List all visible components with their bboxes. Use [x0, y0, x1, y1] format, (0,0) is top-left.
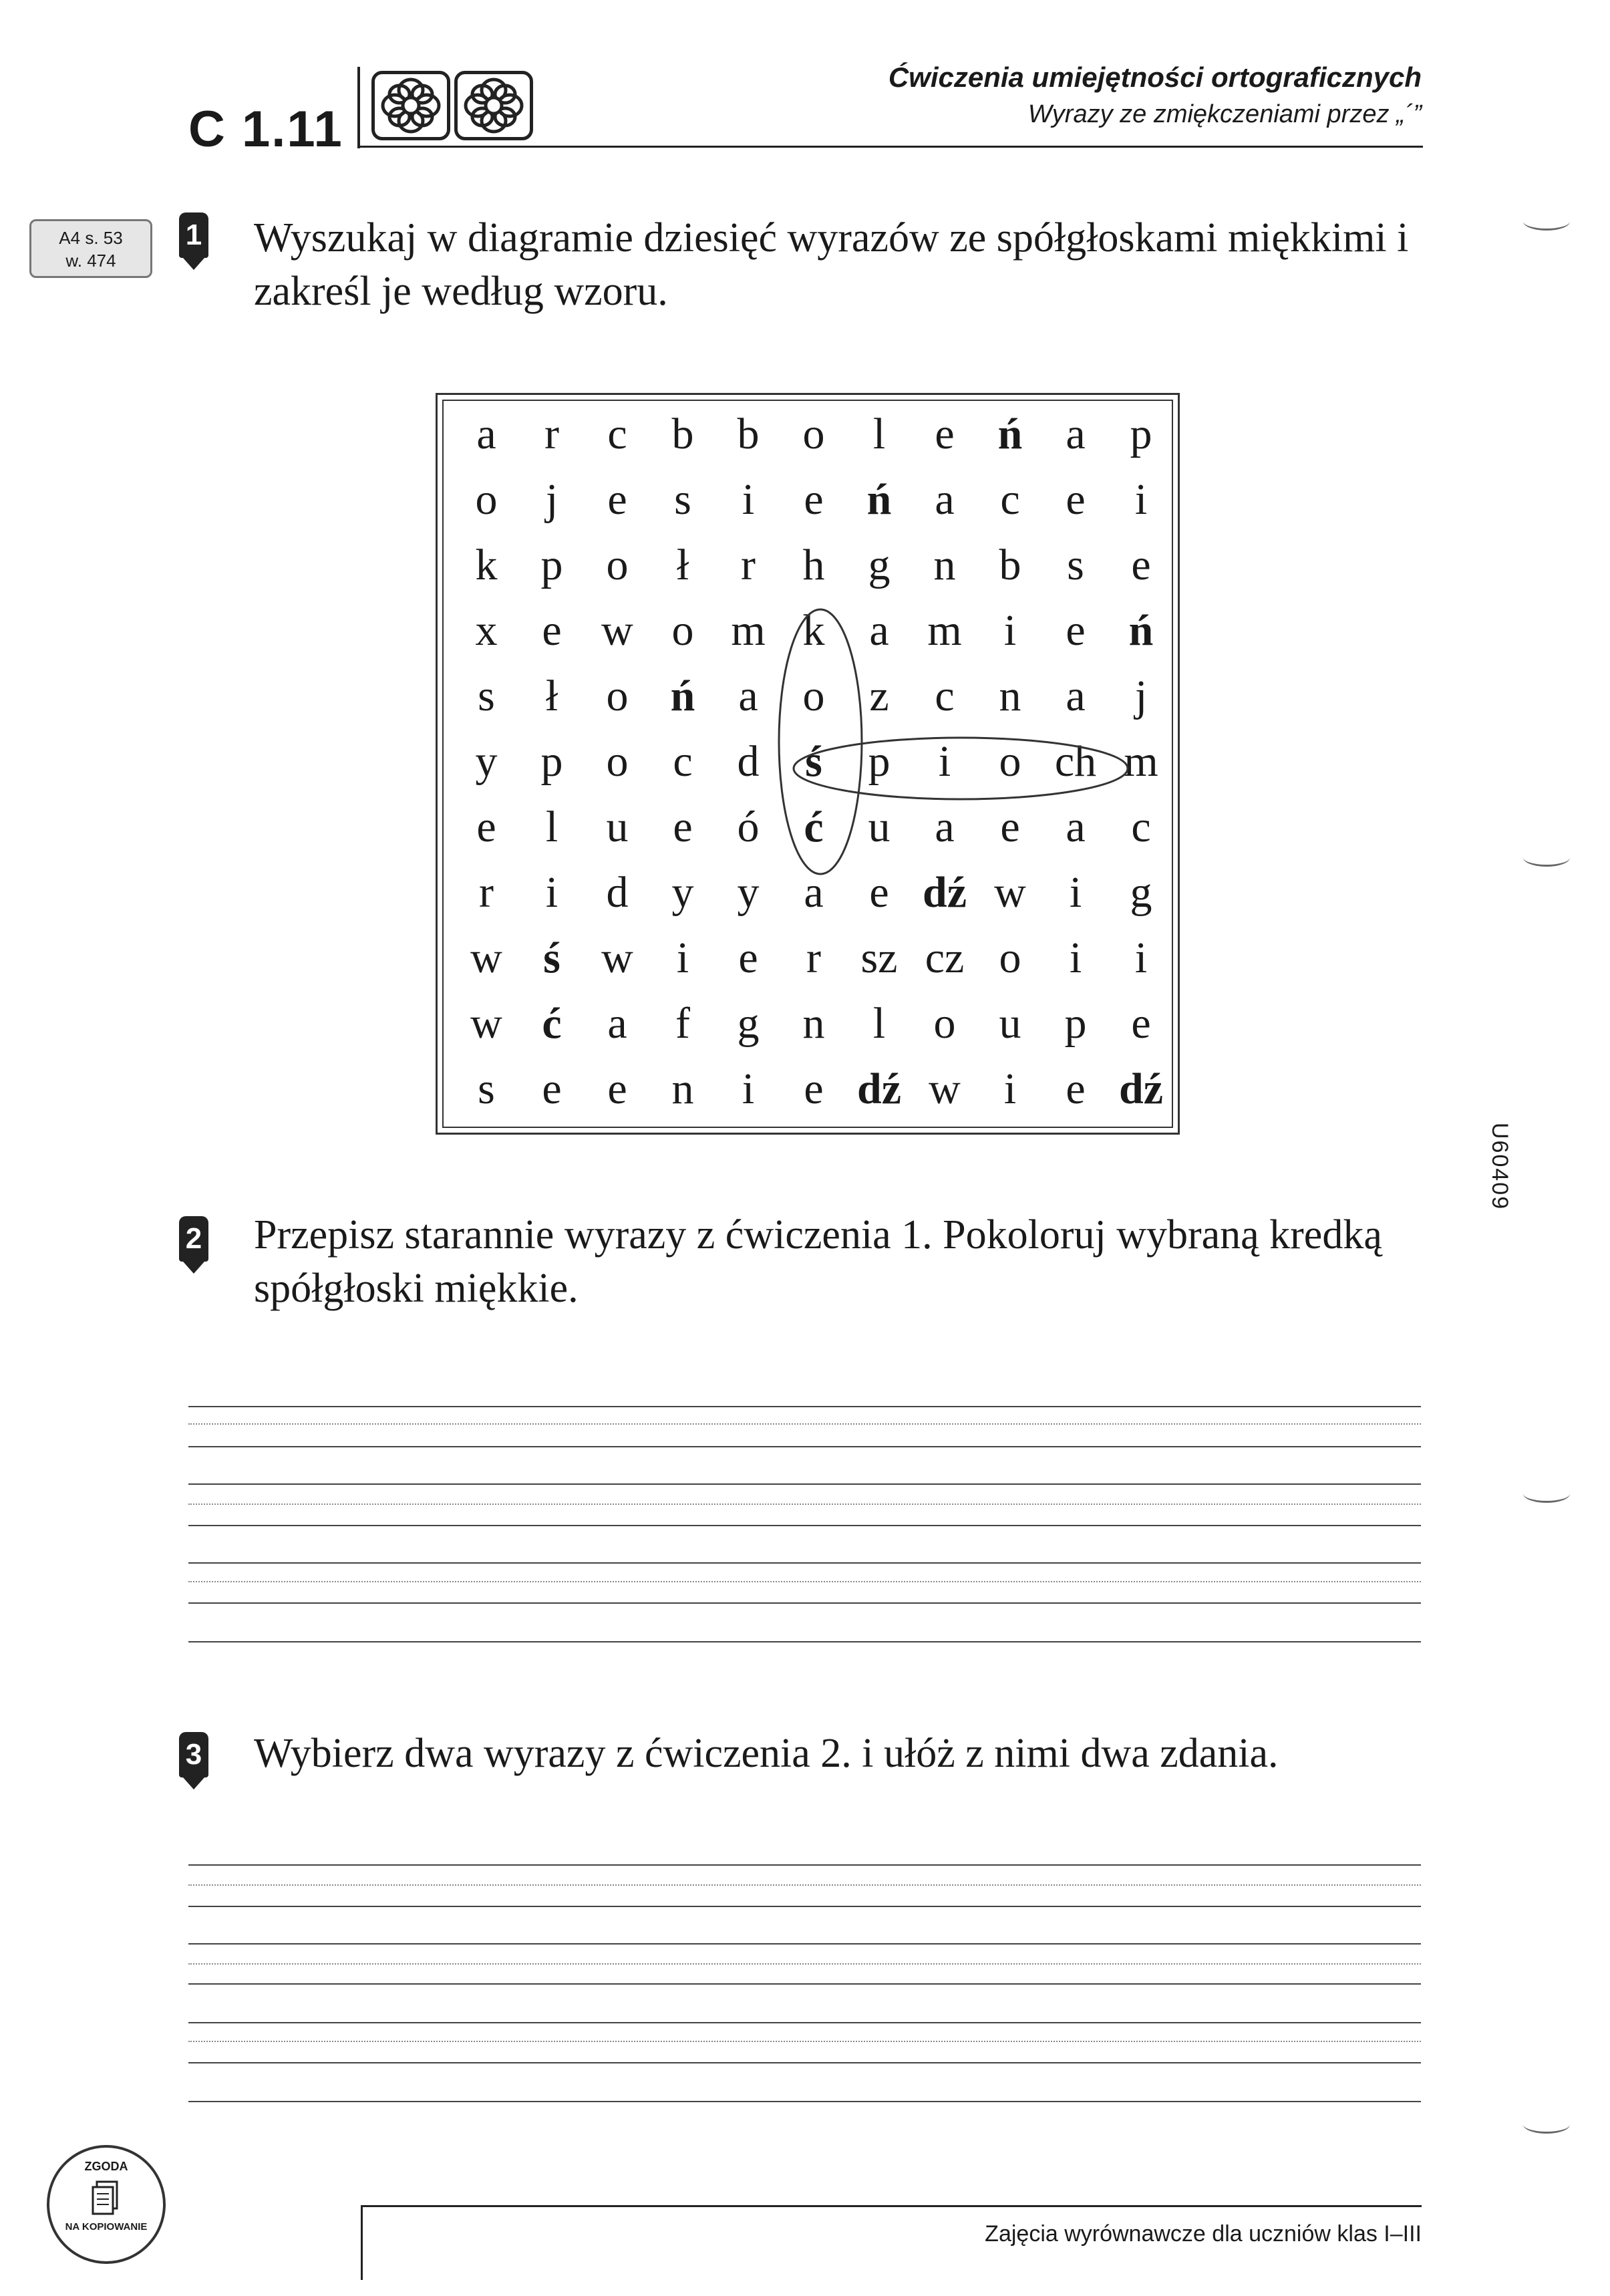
- grid-cell[interactable]: a: [1066, 672, 1086, 720]
- grid-cell[interactable]: e: [542, 606, 562, 655]
- grid-cell[interactable]: i: [1069, 868, 1082, 917]
- grid-cell[interactable]: o: [606, 672, 629, 720]
- writing-line[interactable]: [188, 1446, 1421, 1447]
- task-3-badge: 3: [179, 1732, 208, 1777]
- grid-cell[interactable]: m: [731, 606, 766, 655]
- grid-cell[interactable]: n: [999, 672, 1021, 720]
- grid-cell[interactable]: c: [935, 672, 955, 720]
- writing-guide-line: [188, 1581, 1421, 1582]
- grid-cell[interactable]: o: [933, 999, 956, 1048]
- grid-cell[interactable]: ś: [805, 737, 822, 786]
- grid-cell[interactable]: b: [671, 410, 694, 458]
- grid-cell[interactable]: e: [542, 1064, 562, 1113]
- grid-cell[interactable]: a: [1066, 803, 1086, 851]
- grid-cell[interactable]: w: [929, 1064, 961, 1113]
- circle-spioch: [794, 738, 1128, 799]
- grid-cell[interactable]: ć: [804, 803, 824, 851]
- grid-cell[interactable]: dź: [857, 1064, 901, 1113]
- grid-cell[interactable]: k: [802, 606, 825, 655]
- grid-cell[interactable]: n: [671, 1064, 694, 1113]
- task-2-instruction: Przepisz starannie wyrazy z ćwiczenia 1. Pokoloruj wybraną kredką spółgłoski miękkie.: [254, 1212, 1382, 1311]
- writing-line[interactable]: [188, 1864, 1421, 1866]
- grid-cell[interactable]: ń: [1128, 606, 1154, 655]
- grid-cell[interactable]: l: [872, 999, 886, 1048]
- grid-cell[interactable]: e: [1066, 606, 1086, 655]
- grid-cell[interactable]: i: [938, 737, 951, 786]
- grid-cell[interactable]: c: [1131, 803, 1151, 851]
- grid-cell[interactable]: p: [540, 541, 563, 589]
- grid-cell[interactable]: c: [1000, 475, 1020, 524]
- edge-mark: [1523, 1485, 1570, 1503]
- copy-permission-stamp: [47, 2145, 166, 2264]
- grid-cell[interactable]: g: [1130, 868, 1152, 917]
- writing-line[interactable]: [188, 1483, 1421, 1485]
- grid-cell[interactable]: e: [1066, 475, 1086, 524]
- worksheet-code: C 1.11: [188, 101, 343, 158]
- writing-line[interactable]: [188, 2062, 1421, 2063]
- grid-cell[interactable]: c: [673, 737, 693, 786]
- grid-cell[interactable]: s: [674, 475, 691, 524]
- grid-cell[interactable]: d: [606, 868, 629, 917]
- header-divider: [357, 67, 360, 148]
- grid-cell[interactable]: u: [999, 999, 1021, 1048]
- grid-cell[interactable]: e: [804, 1064, 824, 1113]
- grid-cell[interactable]: e: [673, 803, 693, 851]
- grid-cell[interactable]: a: [1066, 410, 1086, 458]
- grid-cell[interactable]: i: [1003, 1064, 1017, 1113]
- grid-cell[interactable]: o: [475, 475, 498, 524]
- grid-cell[interactable]: o: [802, 410, 825, 458]
- writing-line[interactable]: [188, 1406, 1421, 1407]
- grid-cell[interactable]: f: [675, 999, 690, 1048]
- grid-cell[interactable]: ch: [1054, 737, 1097, 786]
- grid-cell[interactable]: i: [1069, 934, 1082, 982]
- grid-cell[interactable]: s: [478, 1064, 495, 1113]
- grid-cell[interactable]: ć: [542, 999, 562, 1048]
- edge-mark: [1523, 2116, 1570, 2134]
- grid-cell[interactable]: o: [606, 737, 629, 786]
- grid-cell[interactable]: i: [742, 475, 755, 524]
- grid-cell[interactable]: w: [470, 934, 502, 982]
- header-rule: [357, 146, 1423, 148]
- grid-cell[interactable]: i: [742, 1064, 755, 1113]
- footer-text: Zajęcia wyrównawcze dla uczniów klas I–III: [985, 2221, 1422, 2247]
- writing-line[interactable]: [188, 1602, 1421, 1604]
- grid-cell[interactable]: x: [475, 606, 498, 655]
- grid-cell[interactable]: w: [994, 868, 1026, 917]
- grid-cell[interactable]: e: [1131, 999, 1151, 1048]
- grid-cell[interactable]: m: [1124, 737, 1158, 786]
- grid-cell[interactable]: o: [606, 541, 629, 589]
- grid-cell[interactable]: a: [476, 410, 496, 458]
- copy-document-icon: [90, 2179, 122, 2216]
- grid-cell[interactable]: n: [933, 541, 956, 589]
- grid-cell[interactable]: a: [607, 999, 627, 1048]
- task-1-badge: 1: [179, 212, 208, 258]
- grid-cell[interactable]: e: [607, 1064, 627, 1113]
- grid-cell[interactable]: w: [470, 999, 502, 1048]
- grid-cell[interactable]: s: [478, 672, 495, 720]
- grid-cell[interactable]: a: [935, 803, 955, 851]
- writing-guide-line: [188, 1423, 1421, 1425]
- grid-cell[interactable]: ł: [545, 672, 558, 720]
- writing-guide-line: [188, 1503, 1421, 1505]
- grid-cell[interactable]: cz: [925, 934, 965, 982]
- grid-cell[interactable]: ń: [997, 410, 1023, 458]
- grid-cell[interactable]: l: [872, 410, 886, 458]
- grid-cell[interactable]: p: [1064, 999, 1087, 1048]
- grid-cell[interactable]: b: [737, 410, 760, 458]
- grid-cell[interactable]: w: [601, 606, 633, 655]
- task-1-instruction: Wyszukaj w diagramie dziesięć wyrazów ze spółgłoskami miękkimi i zakreśl je według wzoru.: [254, 215, 1409, 314]
- task-3-instruction: Wybierz dwa wyrazy z ćwiczenia 2. i ułóż z nimi dwa zdania.: [254, 1731, 1279, 1776]
- difficulty-flower-icon: [454, 71, 533, 140]
- grid-cell[interactable]: o: [671, 606, 694, 655]
- header-subtitle: Wyrazy ze zmiękczeniami przez „´”: [1027, 100, 1422, 128]
- writing-line[interactable]: [188, 1525, 1421, 1526]
- grid-cell[interactable]: e: [869, 868, 889, 917]
- grid-cell[interactable]: i: [676, 934, 689, 982]
- difficulty-flower-icon: [371, 71, 450, 140]
- grid-cell[interactable]: dź: [923, 868, 967, 917]
- grid-cell[interactable]: a: [804, 868, 824, 917]
- writing-line[interactable]: [188, 1641, 1421, 1642]
- writing-line[interactable]: [188, 1906, 1421, 1907]
- grid-cell[interactable]: ń: [866, 475, 892, 524]
- grid-cell[interactable]: sz: [860, 934, 898, 982]
- grid-cell[interactable]: ś: [543, 934, 560, 982]
- grid-cell[interactable]: n: [802, 999, 825, 1048]
- grid-cell[interactable]: w: [601, 934, 633, 982]
- grid-cell[interactable]: i: [1134, 934, 1148, 982]
- grid-cell[interactable]: b: [999, 541, 1021, 589]
- grid-cell[interactable]: p: [1130, 410, 1152, 458]
- grid-cell[interactable]: o: [999, 934, 1021, 982]
- grid-cell[interactable]: ł: [676, 541, 689, 589]
- grid-cell[interactable]: a: [935, 475, 955, 524]
- stamp-bottom-text: NA KOPIOWANIE: [65, 2221, 148, 2233]
- side-code: U60409: [1487, 1123, 1512, 1211]
- task-2-badge: 2: [179, 1216, 208, 1262]
- grid-cell[interactable]: r: [544, 410, 559, 458]
- writing-line[interactable]: [188, 1562, 1421, 1564]
- writing-line[interactable]: [188, 2101, 1421, 2102]
- grid-cell[interactable]: p: [868, 737, 891, 786]
- grid-cell[interactable]: r: [806, 934, 821, 982]
- grid-cell[interactable]: k: [475, 541, 498, 589]
- grid-cell[interactable]: ó: [737, 803, 760, 851]
- header-title: Ćwiczenia umiejętności ortograficznych: [888, 61, 1422, 93]
- grid-cell[interactable]: u: [606, 803, 629, 851]
- writing-line[interactable]: [188, 2022, 1421, 2023]
- writing-line[interactable]: [188, 1983, 1421, 1985]
- grid-cell[interactable]: h: [802, 541, 825, 589]
- grid-cell[interactable]: i: [1003, 606, 1017, 655]
- grid-cell[interactable]: e: [476, 803, 496, 851]
- circle-kosc: [779, 609, 862, 874]
- reference-tag-line2: w. 474: [65, 251, 116, 271]
- grid-cell[interactable]: u: [868, 803, 891, 851]
- edge-mark: [1523, 849, 1570, 867]
- grid-cell[interactable]: g: [737, 999, 760, 1048]
- writing-guide-line: [188, 2041, 1421, 2042]
- writing-line[interactable]: [188, 1943, 1421, 1945]
- grid-cell[interactable]: i: [545, 868, 558, 917]
- grid-cell[interactable]: p: [540, 737, 563, 786]
- edge-mark: [1523, 212, 1570, 231]
- grid-cell[interactable]: i: [1134, 475, 1148, 524]
- example-circles: [453, 401, 1174, 1123]
- writing-guide-line: [188, 1884, 1421, 1886]
- writing-guide-line: [188, 1963, 1421, 1965]
- grid-cell[interactable]: r: [741, 541, 756, 589]
- grid-cell[interactable]: dź: [1119, 1064, 1163, 1113]
- grid-cell[interactable]: y: [737, 868, 760, 917]
- grid-cell[interactable]: e: [1000, 803, 1020, 851]
- grid-cell[interactable]: e: [1066, 1064, 1086, 1113]
- grid-cell[interactable]: y: [671, 868, 694, 917]
- reference-tag: [29, 219, 152, 278]
- grid-cell[interactable]: a: [738, 672, 758, 720]
- grid-cell[interactable]: e: [738, 934, 758, 982]
- grid-cell[interactable]: s: [1067, 541, 1084, 589]
- grid-cell[interactable]: a: [869, 606, 889, 655]
- footer-rule: [361, 2205, 1422, 2207]
- grid-cell[interactable]: j: [1134, 672, 1148, 720]
- stamp-top-text: ZGODA: [84, 2160, 128, 2173]
- grid-cell[interactable]: y: [475, 737, 498, 786]
- footer-divider: [361, 2205, 363, 2280]
- grid-cell[interactable]: c: [607, 410, 627, 458]
- grid-cell[interactable]: e: [1131, 541, 1151, 589]
- grid-cell[interactable]: ń: [670, 672, 695, 720]
- grid-cell[interactable]: e: [935, 410, 955, 458]
- reference-tag-line1: A4 s. 53: [59, 228, 123, 248]
- grid-cell[interactable]: l: [545, 803, 558, 851]
- grid-cell[interactable]: e: [804, 475, 824, 524]
- grid-cell[interactable]: e: [607, 475, 627, 524]
- grid-cell[interactable]: o: [802, 672, 825, 720]
- grid-cell[interactable]: m: [927, 606, 962, 655]
- grid-cell[interactable]: o: [999, 737, 1021, 786]
- grid-cell[interactable]: g: [868, 541, 891, 589]
- grid-cell[interactable]: r: [479, 868, 494, 917]
- grid-cell[interactable]: j: [545, 475, 558, 524]
- grid-cell[interactable]: z: [869, 672, 889, 720]
- grid-cell[interactable]: d: [737, 737, 760, 786]
